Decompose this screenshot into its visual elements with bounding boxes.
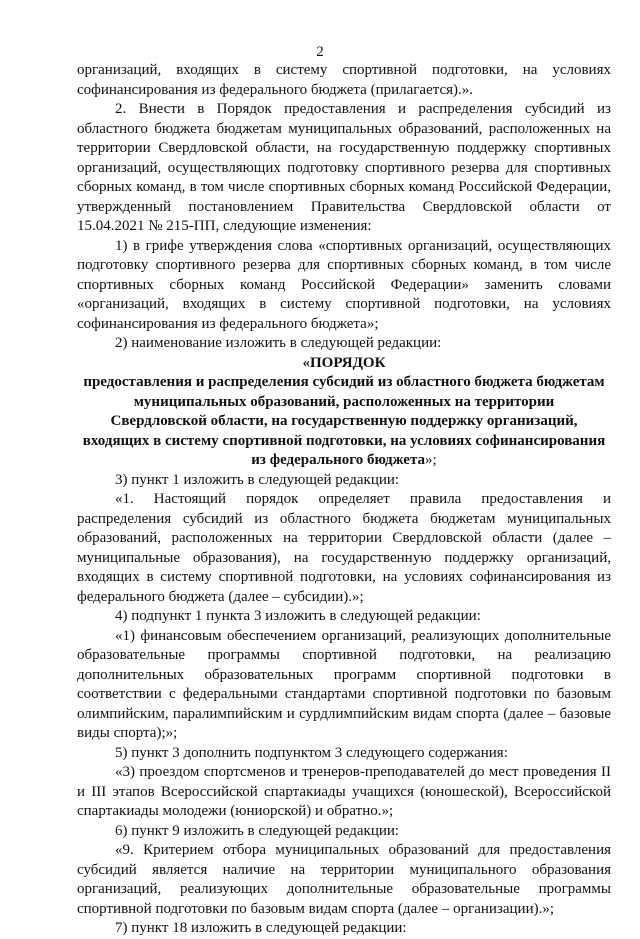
paragraph-quote-subpoint-1: «1) финансовым обеспечением организаций, реализующих дополнительные образовательные программы спортивной подготовки, на реализацию дополнительных образовательных программ спортивной подготовки в соответствии с федеральными стандартами спортивной подготовки по базовым олимпийским, паралимпийским и сурдлимпийским видам спорта (далее – базовые виды спорта);»; <box>77 627 611 741</box>
order-heading <box>77 354 611 471</box>
order-heading-line-6 <box>77 451 611 471</box>
order-heading-line-3: муниципальных образований, расположенных на территории <box>133 393 555 410</box>
document-body <box>77 61 611 939</box>
order-heading-line-4: Свердловской области, на государственную поддержку организаций, <box>110 413 578 429</box>
paragraph-subitem-3: 3) пункт 1 изложить в следующей редакции: <box>115 471 400 488</box>
paragraph-subitem-2: 2) наименование изложить в следующей редакции: <box>115 335 442 351</box>
paragraph-subitem-1: 1) в грифе утверждения слова «спортивных организаций, осуществляющих подготовку спортивного резерва для спортивных сборных команд, в том числе спортивных сборных команд Российской Федерации» заменить словами «организаций, входящих в систему спортивной подготовки, на условиях софинансирования из федерального бюджета»; <box>77 237 611 332</box>
order-heading-line-2: предоставления и распределения субсидий из областного бюджета бюджетам <box>83 374 605 390</box>
order-heading-line-6-text: из федерального бюджета <box>251 452 426 468</box>
paragraph-subitem-5: 5) пункт 3 дополнить подпунктом 3 следующего содержания: <box>115 744 508 761</box>
paragraph-continuation: организаций, входящих в систему спортивной подготовки, на условиях софинансирования из федерального бюджета (прилагается).». <box>77 62 611 98</box>
paragraph-quote-point-1: «1. Настоящий порядок определяет правила предоставления и распределения субсидий из областного бюджета бюджетам муниципальных образований, расположенных на территории Свердловской области (далее – муниципальные образования), на государственную поддержку организаций, входящих в систему спортивной подготовки, на условиях софинансирования из федерального бюджета (далее – субсидии).»; <box>77 491 611 605</box>
order-heading-line-1: «ПОРЯДОК <box>302 354 386 371</box>
paragraph-quote-subpoint-3: «3) проездом спортсменов и тренеров-преподавателей до мест проведения II и III этапов Всероссийской спартакиады учащихся (юношеской), Всероссийской спартакиады молодежи (юниорской) и обратно.»; <box>77 764 611 819</box>
paragraph-subitem-4: 4) подпункт 1 пункта 3 изложить в следующей редакции: <box>115 608 481 624</box>
paragraph-subitem-6: 6) пункт 9 изложить в следующей редакции: <box>115 822 400 839</box>
order-heading-line-5: входящих в систему спортивной подготовки, на условиях софинансирования <box>82 432 606 449</box>
order-heading-tail: »; <box>425 452 437 468</box>
paragraph-quote-point-9: «9. Критерием отбора муниципальных образований для предоставления субсидий является наличие на территории муниципального образования организаций, реализующих дополнительные образовательные программы спортивной подготовки по базовым видам спорта (далее – организации).»; <box>77 842 611 917</box>
page-number: 2 <box>316 44 324 60</box>
paragraph-item-2: 2. Внести в Порядок предоставления и распределения субсидий из областного бюджета бюджетам муниципальных образований, расположенных на территории Свердловской области, на государственную поддержку спортивных организаций, осуществляющих подготовку спортивного резерва для спортивных сборных команд, в том числе спортивных сборных команд Российской Федерации, утвержденный постановлением Правительства Свердловской области от 15.04.2021 № 215-ПП, следующие изменения: <box>77 101 611 234</box>
paragraph-subitem-7: 7) пункт 18 изложить в следующей редакции: <box>115 920 407 936</box>
